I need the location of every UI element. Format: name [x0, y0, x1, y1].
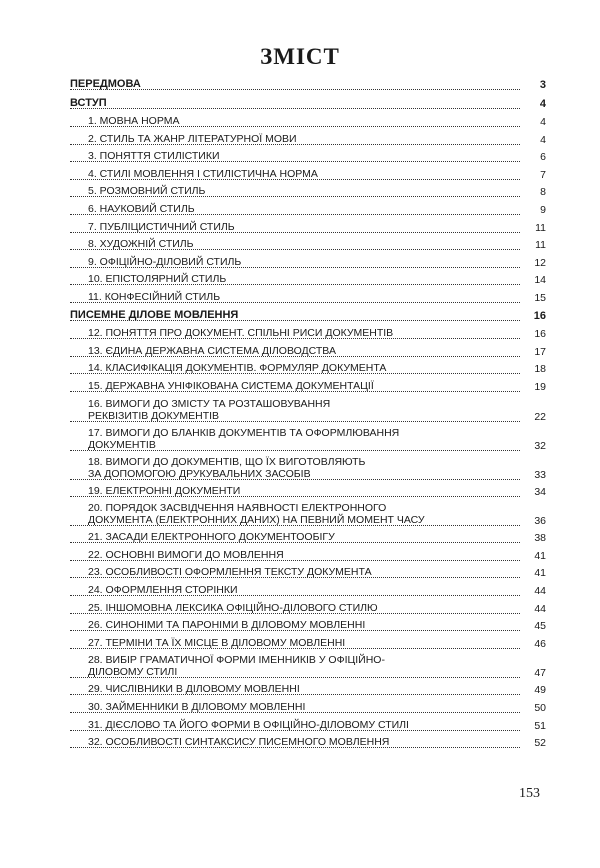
- toc-entry[interactable]: [70, 456, 546, 480]
- toc-entry-title: 17. ВИМОГИ ДО БЛАНКІВ ДОКУМЕНТІВ ТА ОФОРМЛЮВАННЯ: [88, 426, 400, 439]
- toc-entry-title: 25. ІНШОМОВНА ЛЕКСИКА ОФІЦІЙНО-ДІЛОВОГО СТИЛЮ: [88, 601, 378, 614]
- toc-entry[interactable]: [70, 168, 546, 180]
- toc-page-number: 14: [534, 274, 546, 287]
- leader-line: [70, 450, 520, 451]
- toc-entry-title: 29. ЧИСЛІВНИКИ В ДІЛОВОМУ МОВЛЕННІ: [88, 683, 300, 696]
- leader-line: [70, 108, 520, 109]
- leader-line: [70, 648, 520, 649]
- toc-entry-title: 6. НАУКОВИЙ СТИЛЬ: [88, 203, 195, 215]
- toc-page-number: 34: [534, 485, 546, 498]
- toc-entry-title: 21. ЗАСАДИ ЕЛЕКТРОННОГО ДОКУМЕНТООБІГУ: [88, 531, 335, 544]
- toc-page-number: 18: [534, 363, 546, 376]
- toc-entry[interactable]: [70, 584, 546, 596]
- toc-entry[interactable]: [70, 150, 546, 162]
- toc-entry[interactable]: [70, 683, 546, 695]
- toc-entry[interactable]: [70, 327, 546, 339]
- toc-page-number: 4: [540, 116, 546, 128]
- leader-line: [70, 391, 520, 392]
- toc-page-number: 19: [534, 380, 546, 393]
- leader-line: [70, 694, 520, 695]
- leader-line: [70, 144, 520, 145]
- leader-line: [70, 496, 520, 497]
- toc-entry-title: ПЕРЕДМОВА: [70, 78, 141, 90]
- toc-entry-title-cont: ДОКУМЕНТА (ЕЛЕКТРОННИХ ДАНИХ) НА ПЕВНИЙ МОМЕНТ ЧАСУ: [88, 514, 425, 527]
- toc-entry[interactable]: [70, 133, 546, 145]
- leader-line: [70, 214, 520, 215]
- leader-line: [70, 179, 520, 180]
- leader-line: [70, 613, 520, 614]
- toc-page-number: 16: [533, 309, 546, 322]
- leader-line: [70, 232, 520, 233]
- leader-line: [70, 630, 520, 631]
- toc-entry[interactable]: [70, 654, 546, 678]
- toc-entry[interactable]: [70, 380, 546, 392]
- toc-entry-title: 13. ЄДИНА ДЕРЖАВНА СИСТЕМА ДІЛОВОДСТВА: [88, 344, 336, 357]
- leader-line: [70, 542, 520, 543]
- toc-page-number: 8: [540, 186, 546, 199]
- leader-line: [70, 373, 520, 374]
- leader-line: [70, 356, 520, 357]
- toc-entry[interactable]: [70, 602, 546, 614]
- toc-entry[interactable]: [70, 531, 546, 543]
- toc-page-number: 3: [539, 79, 546, 91]
- toc-page-number: 12: [534, 256, 546, 269]
- toc-entry[interactable]: [70, 719, 546, 731]
- toc-page-number: 52: [534, 737, 546, 750]
- toc-entry[interactable]: [70, 221, 546, 233]
- leader-line: [70, 595, 520, 596]
- toc-page-number: 51: [534, 719, 546, 732]
- toc-entry[interactable]: [70, 619, 546, 631]
- toc-entry-title: 7. ПУБЛІЦИСТИЧНИЙ СТИЛЬ: [88, 220, 235, 233]
- toc-page-number: 6: [540, 151, 546, 164]
- leader-line: [70, 577, 520, 578]
- toc-page-number: 16: [534, 328, 546, 341]
- toc-page-number: 41: [534, 549, 546, 562]
- toc-entry-title-cont: ДОКУМЕНТІВ: [88, 438, 156, 451]
- toc-entry-title: 15. ДЕРЖАВНА УНІФІКОВАНА СИСТЕМА ДОКУМЕНТАЦІЇ: [88, 379, 374, 392]
- toc-entry-title: 11. КОНФЕСІЙНИЙ СТИЛЬ: [88, 291, 221, 303]
- toc-entry[interactable]: [70, 502, 546, 526]
- toc-entry[interactable]: [70, 549, 546, 561]
- toc-entry-title: 30. ЗАЙМЕННИКИ В ДІЛОВОМУ МОВЛЕННІ: [88, 700, 306, 713]
- toc-entry-title: 12. ПОНЯТТЯ ПРО ДОКУМЕНТ. СПІЛЬНІ РИСИ ДОКУМЕНТІВ: [88, 327, 394, 340]
- toc-entry-title: 8. ХУДОЖНІЙ СТИЛЬ: [88, 238, 194, 251]
- toc-page-number: 7: [540, 168, 546, 181]
- toc-entry[interactable]: [70, 566, 546, 578]
- leader-line: [70, 302, 520, 303]
- leader-line: [70, 249, 520, 250]
- toc-entry-title: 3. ПОНЯТТЯ СТИЛІСТИКИ: [88, 150, 220, 163]
- leader-line: [70, 89, 520, 90]
- toc-entry-title: 28. ВИБІР ГРАМАТИЧНОЇ ФОРМИ ІМЕННИКІВ У ОФІЦІЙНО-: [88, 654, 385, 667]
- toc-entry-title: 23. ОСОБЛИВОСТІ ОФОРМЛЕННЯ ТЕКСТУ ДОКУМЕНТА: [88, 566, 372, 579]
- toc-section-entry[interactable]: [70, 97, 546, 109]
- toc-entry-title: 26. СИНОНІМИ ТА ПАРОНІМИ В ДІЛОВОМУ МОВЛЕННІ: [88, 619, 366, 632]
- toc-page-number: 50: [534, 701, 546, 714]
- toc-entry[interactable]: [70, 485, 546, 497]
- toc-entry-title: 14. КЛАСИФІКАЦІЯ ДОКУМЕНТІВ. ФОРМУЛЯР ДОКУМЕНТА: [88, 362, 387, 375]
- leader-line: [70, 421, 520, 422]
- toc-page-number: 33: [534, 468, 546, 481]
- toc-page-number: 17: [534, 345, 546, 358]
- toc-entry-title: 19. ЕЛЕКТРОННІ ДОКУМЕНТИ: [88, 484, 241, 497]
- toc-entry-title: 22. ОСНОВНІ ВИМОГИ ДО МОВЛЕННЯ: [88, 548, 284, 561]
- toc-entry[interactable]: [70, 185, 546, 197]
- toc-entry-title: 2. СТИЛЬ ТА ЖАНР ЛІТЕРАТУРНОЇ МОВИ: [88, 132, 297, 145]
- toc-page-number: 11: [535, 221, 546, 234]
- toc-entry[interactable]: [70, 398, 546, 422]
- toc-page-number: 15: [534, 292, 546, 304]
- toc-page-number: 4: [539, 97, 546, 110]
- leader-line: [70, 126, 520, 127]
- toc-page-number: 4: [540, 133, 546, 146]
- toc-page-number: 49: [534, 684, 546, 697]
- toc-entry-title: 31. ДІЄСЛОВО ТА ЙОГО ФОРМИ В ОФІЦІЙНО-ДІЛОВОМУ СТИЛІ: [88, 718, 409, 731]
- toc-page-number: 46: [534, 637, 546, 650]
- leader-line: [70, 560, 520, 561]
- toc-page-number: 9: [540, 204, 546, 216]
- leader-line: [70, 196, 520, 197]
- toc-entry[interactable]: [70, 637, 546, 649]
- leader-line: [70, 161, 520, 162]
- toc-entry-title-cont: РЕКВІЗИТІВ ДОКУМЕНТІВ: [88, 409, 220, 422]
- toc-entry[interactable]: [70, 701, 546, 713]
- toc-entry[interactable]: [70, 362, 546, 374]
- toc-section-entry[interactable]: [70, 78, 546, 90]
- toc-entry-title: 4. СТИЛІ МОВЛЕННЯ І СТИЛІСТИЧНА НОРМА: [88, 167, 318, 180]
- toc-entry-title: 24. ОФОРМЛЕННЯ СТОРІНКИ: [88, 583, 238, 596]
- toc-entry[interactable]: [70, 256, 546, 268]
- toc-entry[interactable]: [70, 291, 546, 303]
- page-number: 153: [519, 786, 540, 801]
- leader-line: [70, 338, 520, 339]
- leader-line: [70, 479, 520, 480]
- toc-page-number: 11: [535, 239, 546, 252]
- leader-line: [70, 730, 520, 731]
- toc-entry-title-cont: ДІЛОВОМУ СТИЛІ: [88, 666, 178, 679]
- toc-section-entry[interactable]: [70, 309, 546, 321]
- toc-page-number: 47: [534, 667, 546, 680]
- leader-line: [70, 284, 520, 285]
- toc-entry-title: 1. МОВНА НОРМА: [88, 115, 180, 127]
- toc-entry-title: ВСТУП: [70, 96, 107, 109]
- leader-line: [70, 747, 520, 748]
- toc-entry-title: 5. РОЗМОВНИЙ СТИЛЬ: [88, 185, 206, 198]
- toc-page-number: 44: [534, 584, 546, 597]
- toc-page-number: 22: [534, 410, 546, 423]
- toc-entry-title: 27. ТЕРМІНИ ТА ЇХ МІСЦЕ В ДІЛОВОМУ МОВЛЕННІ: [88, 636, 346, 649]
- toc-entry[interactable]: [70, 736, 546, 748]
- toc-page-number: 44: [534, 602, 546, 615]
- toc-entry-title: 32. ОСОБЛИВОСТІ СИНТАКСИСУ ПИСЕМНОГО МОВЛЕННЯ: [88, 736, 390, 749]
- page-title: ЗМІСТ: [260, 44, 340, 69]
- toc-entry-title: 16. ВИМОГИ ДО ЗМІСТУ ТА РОЗТАШОВУВАННЯ: [88, 397, 331, 410]
- toc-entry[interactable]: [70, 203, 546, 215]
- toc-entry[interactable]: [70, 273, 546, 285]
- toc-entry-title: ПИСЕМНЕ ДІЛОВЕ МОВЛЕННЯ: [70, 308, 239, 321]
- toc-entry-title: 20. ПОРЯДОК ЗАСВІДЧЕННЯ НАЯВНОСТІ ЕЛЕКТРОННОГО: [88, 502, 387, 515]
- toc-entry[interactable]: [70, 427, 546, 451]
- toc-entry[interactable]: [70, 238, 546, 250]
- toc-entry-title: 9. ОФІЦІЙНО-ДІЛОВИЙ СТИЛЬ: [88, 255, 242, 268]
- toc-entry[interactable]: [70, 345, 546, 357]
- leader-line: [70, 677, 520, 678]
- toc-entry-title: 18. ВИМОГИ ДО ДОКУМЕНТІВ, ЩО ЇХ ВИГОТОВЛЯЮТЬ: [88, 455, 366, 468]
- toc-page-number: 38: [534, 532, 546, 545]
- leader-line: [70, 525, 520, 526]
- leader-line: [70, 320, 520, 321]
- leader-line: [70, 712, 520, 713]
- toc-page-number: 41: [534, 567, 546, 580]
- toc-entry-title-cont: ЗА ДОПОМОГОЮ ДРУКУВАЛЬНИХ ЗАСОБІВ: [88, 467, 311, 480]
- toc-page-number: 36: [534, 515, 546, 528]
- toc-page-number: 45: [534, 620, 546, 633]
- toc-entry[interactable]: [70, 115, 546, 127]
- toc-entry-title: 10. ЕПІСТОЛЯРНИЙ СТИЛЬ: [88, 273, 227, 286]
- toc-page-number: 32: [534, 439, 546, 452]
- leader-line: [70, 267, 520, 268]
